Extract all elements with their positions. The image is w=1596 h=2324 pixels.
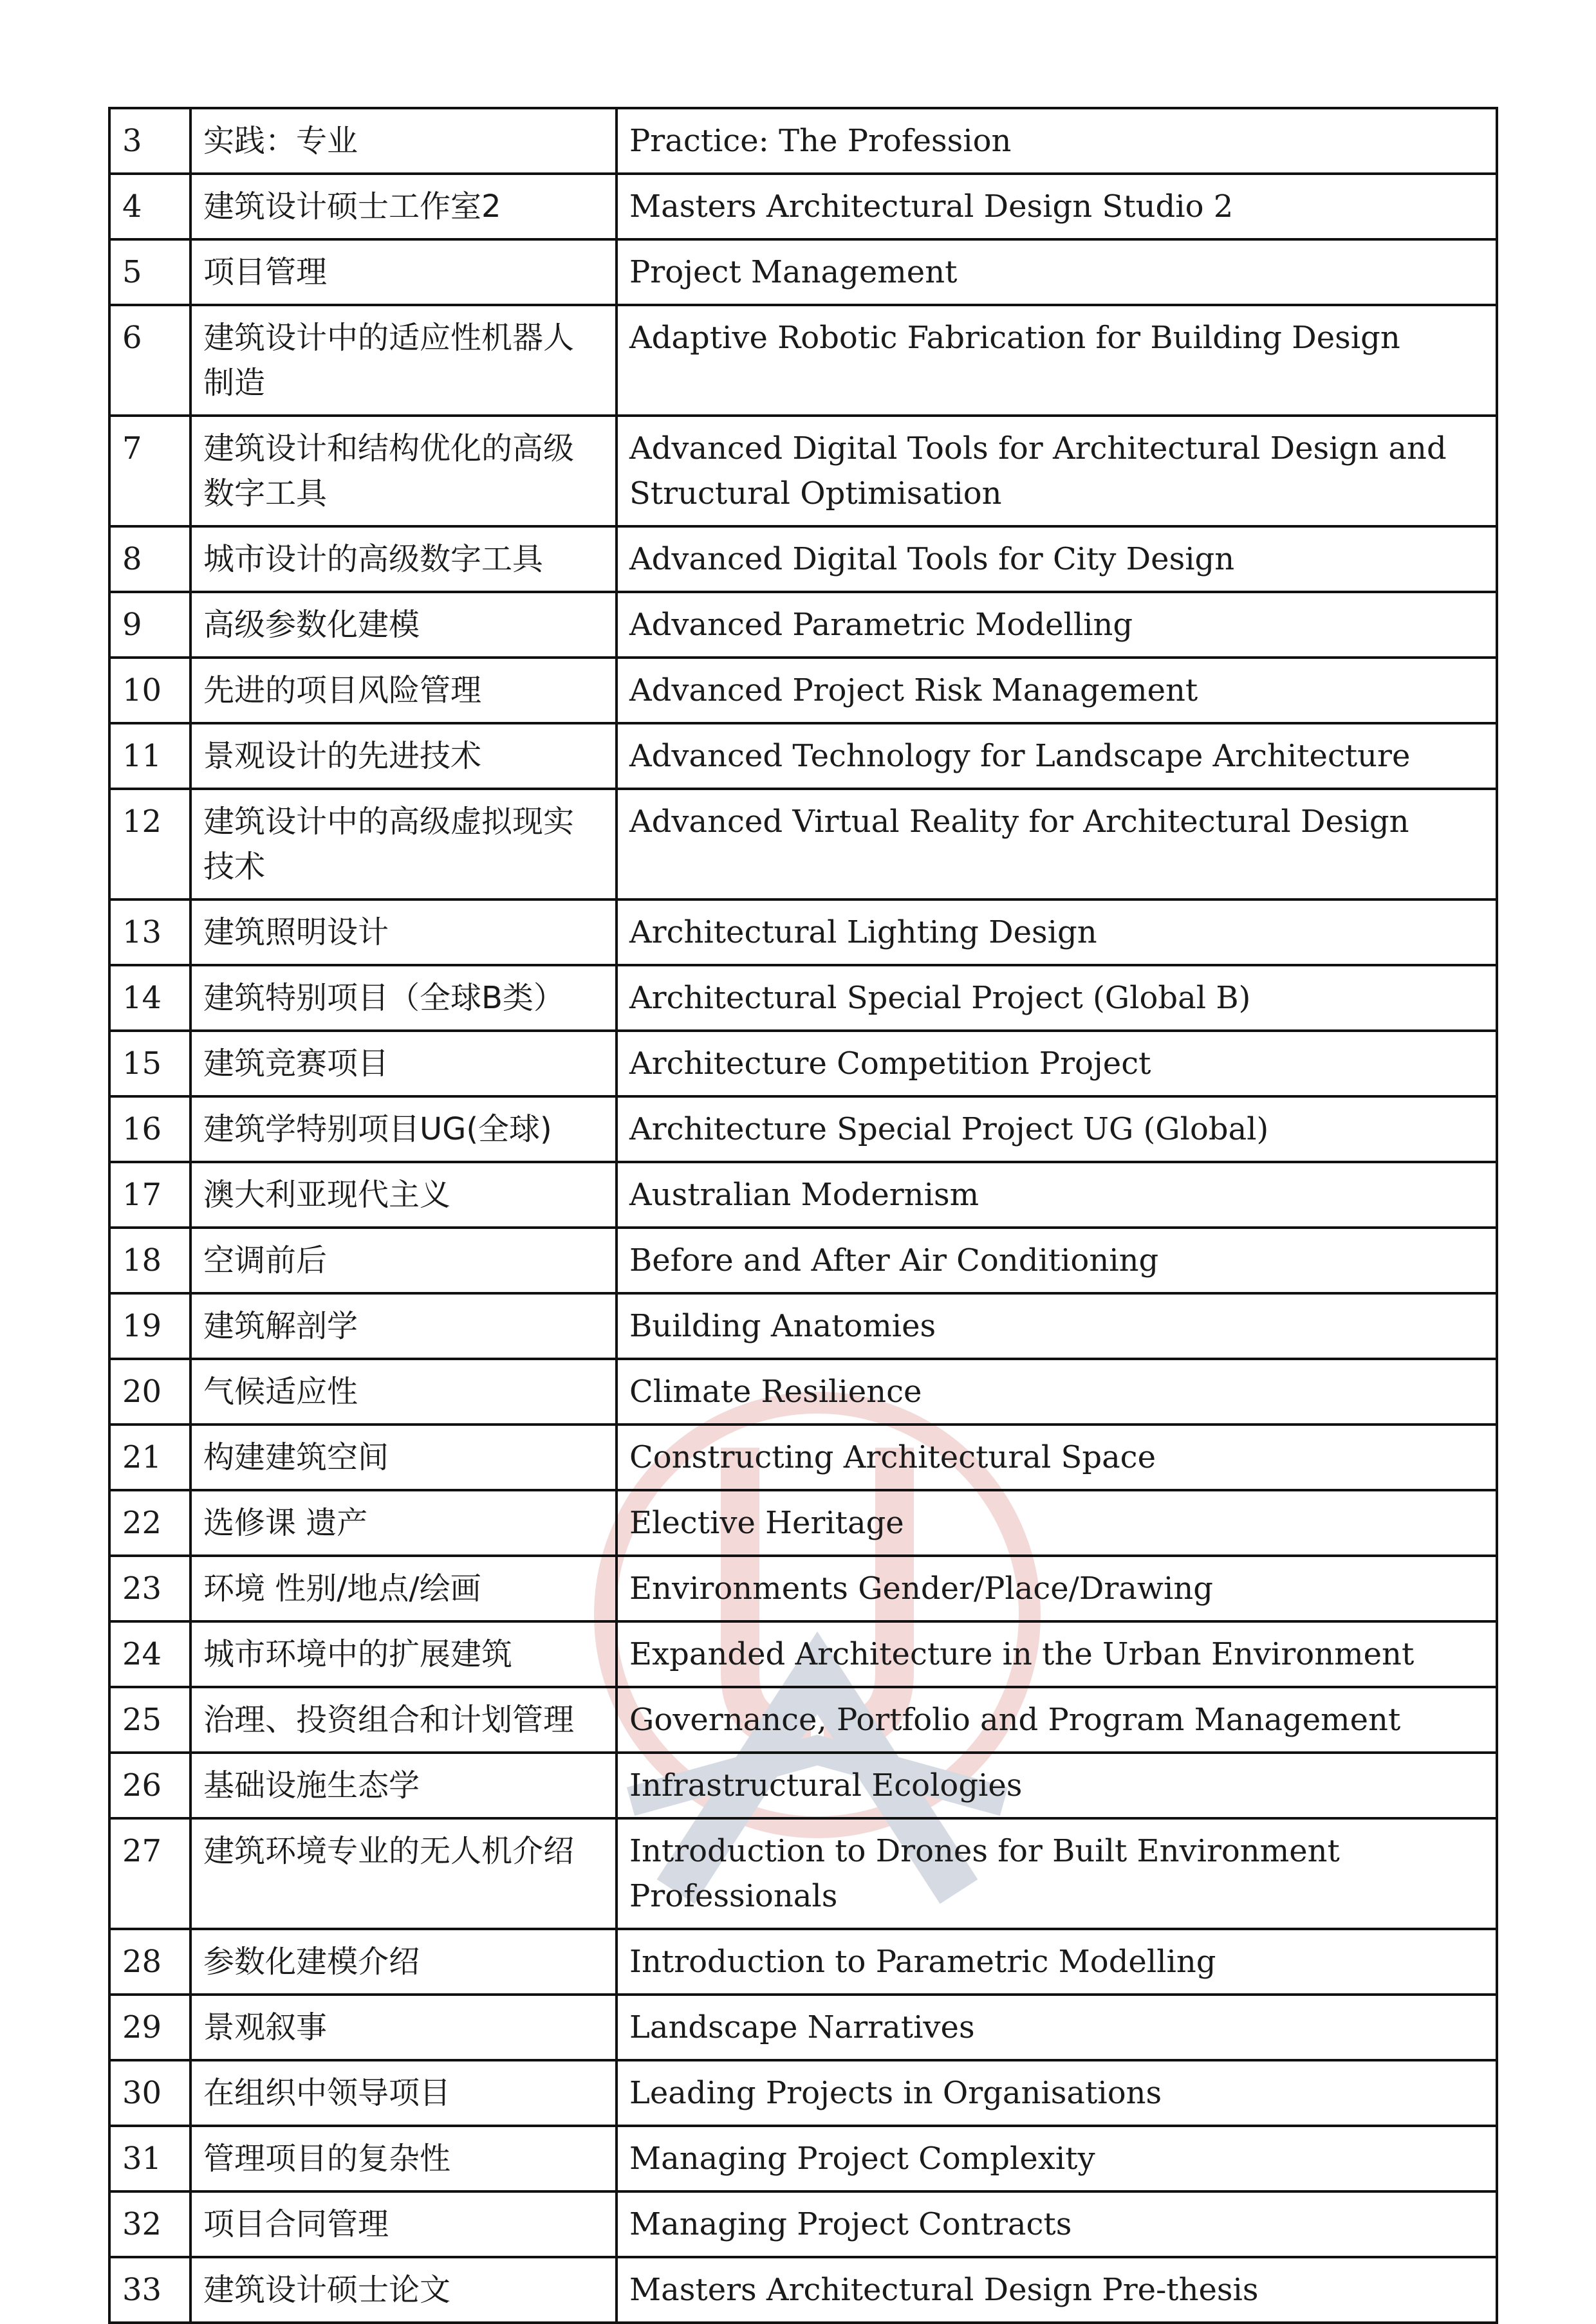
- course-name-chinese: 构建建筑空间: [190, 1425, 617, 1490]
- table-row: [109, 1929, 1497, 1995]
- course-name-english: Architecture Competition Project: [617, 1031, 1497, 1096]
- course-name-english: Architectural Lighting Design: [617, 899, 1497, 965]
- table-row: [109, 2060, 1497, 2126]
- table-row: [109, 1753, 1497, 1818]
- row-number: 24: [109, 1621, 190, 1687]
- course-name-chinese: 建筑设计中的适应性机器人制造: [190, 305, 617, 416]
- course-name-english: Building Anatomies: [617, 1293, 1497, 1359]
- table-row: [109, 1162, 1497, 1228]
- course-name-chinese: 澳大利亚现代主义: [190, 1162, 617, 1228]
- course-name-chinese: 城市环境中的扩展建筑: [190, 1621, 617, 1687]
- row-number: 6: [109, 305, 190, 416]
- course-name-chinese: 实践：专业: [190, 108, 617, 174]
- table-row: [109, 1818, 1497, 1929]
- table-row: [109, 965, 1497, 1031]
- table-row: [109, 1687, 1497, 1753]
- table-row: [109, 899, 1497, 965]
- table-row: [109, 1490, 1497, 1556]
- table-row: [109, 1425, 1497, 1490]
- table-row: [109, 2191, 1497, 2257]
- table-row: [109, 239, 1497, 305]
- table-row: [109, 1556, 1497, 1621]
- course-name-english: Project Management: [617, 239, 1497, 305]
- course-name-chinese: 建筑环境专业的无人机介绍: [190, 1818, 617, 1929]
- course-name-chinese: 治理、投资组合和计划管理: [190, 1687, 617, 1753]
- course-name-english: Leading Projects in Organisations: [617, 2060, 1497, 2126]
- row-number: 5: [109, 239, 190, 305]
- course-name-english: Advanced Virtual Reality for Architectural Design: [617, 789, 1497, 899]
- table-row: [109, 2126, 1497, 2191]
- course-name-english: Managing Project Contracts: [617, 2191, 1497, 2257]
- course-table-body: [109, 108, 1497, 2323]
- row-number: 25: [109, 1687, 190, 1753]
- row-number: 23: [109, 1556, 190, 1621]
- course-name-chinese: 建筑学特别项目UG(全球): [190, 1096, 617, 1162]
- table-row: [109, 108, 1497, 174]
- course-name-english: Climate Resilience: [617, 1359, 1497, 1425]
- row-number: 18: [109, 1228, 190, 1293]
- course-name-chinese: 项目管理: [190, 239, 617, 305]
- row-number: 20: [109, 1359, 190, 1425]
- row-number: 33: [109, 2257, 190, 2323]
- row-number: 8: [109, 526, 190, 592]
- course-name-english: Introduction to Drones for Built Environment Professionals: [617, 1818, 1497, 1929]
- course-name-english: Advanced Digital Tools for City Design: [617, 526, 1497, 592]
- course-name-chinese: 气候适应性: [190, 1359, 617, 1425]
- row-number: 12: [109, 789, 190, 899]
- row-number: 31: [109, 2126, 190, 2191]
- course-name-english: Expanded Architecture in the Urban Environment: [617, 1621, 1497, 1687]
- course-name-english: Architectural Special Project (Global B): [617, 965, 1497, 1031]
- row-number: 17: [109, 1162, 190, 1228]
- course-name-chinese: 管理项目的复杂性: [190, 2126, 617, 2191]
- course-name-chinese: 建筑设计硕士论文: [190, 2257, 617, 2323]
- course-name-chinese: 建筑设计和结构优化的高级数字工具: [190, 416, 617, 526]
- course-name-english: Practice: The Profession: [617, 108, 1497, 174]
- course-table: [108, 107, 1498, 2324]
- course-name-chinese: 景观设计的先进技术: [190, 723, 617, 789]
- table-row: [109, 1995, 1497, 2060]
- table-row: [109, 1359, 1497, 1425]
- row-number: 29: [109, 1995, 190, 2060]
- course-name-chinese: 建筑特别项目（全球B类）: [190, 965, 617, 1031]
- table-row: [109, 1031, 1497, 1096]
- course-name-chinese: 在组织中领导项目: [190, 2060, 617, 2126]
- row-number: 28: [109, 1929, 190, 1995]
- table-row: [109, 658, 1497, 723]
- table-row: [109, 174, 1497, 239]
- course-name-english: Advanced Project Risk Management: [617, 658, 1497, 723]
- row-number: 3: [109, 108, 190, 174]
- row-number: 22: [109, 1490, 190, 1556]
- course-name-chinese: 空调前后: [190, 1228, 617, 1293]
- row-number: 10: [109, 658, 190, 723]
- row-number: 27: [109, 1818, 190, 1929]
- course-name-english: Elective Heritage: [617, 1490, 1497, 1556]
- course-name-english: Infrastructural Ecologies: [617, 1753, 1497, 1818]
- course-name-english: Before and After Air Conditioning: [617, 1228, 1497, 1293]
- table-row: [109, 305, 1497, 416]
- row-number: 30: [109, 2060, 190, 2126]
- row-number: 4: [109, 174, 190, 239]
- course-name-chinese: 先进的项目风险管理: [190, 658, 617, 723]
- course-name-english: Masters Architectural Design Studio 2: [617, 174, 1497, 239]
- course-name-chinese: 建筑设计中的高级虚拟现实技术: [190, 789, 617, 899]
- row-number: 16: [109, 1096, 190, 1162]
- table-row: [109, 789, 1497, 899]
- course-name-english: Managing Project Complexity: [617, 2126, 1497, 2191]
- course-name-english: Masters Architectural Design Pre-thesis: [617, 2257, 1497, 2323]
- table-row: [109, 416, 1497, 526]
- course-name-chinese: 基础设施生态学: [190, 1753, 617, 1818]
- course-name-english: Advanced Technology for Landscape Architecture: [617, 723, 1497, 789]
- course-name-english: Introduction to Parametric Modelling: [617, 1929, 1497, 1995]
- course-name-chinese: 项目合同管理: [190, 2191, 617, 2257]
- course-name-english: Environments Gender/Place/Drawing: [617, 1556, 1497, 1621]
- course-name-chinese: 参数化建模介绍: [190, 1929, 617, 1995]
- course-name-english: Landscape Narratives: [617, 1995, 1497, 2060]
- row-number: 11: [109, 723, 190, 789]
- course-name-english: Adaptive Robotic Fabrication for Building Design: [617, 305, 1497, 416]
- course-name-chinese: 环境 性别/地点/绘画: [190, 1556, 617, 1621]
- course-name-chinese: 城市设计的高级数字工具: [190, 526, 617, 592]
- row-number: 21: [109, 1425, 190, 1490]
- row-number: 15: [109, 1031, 190, 1096]
- row-number: 14: [109, 965, 190, 1031]
- table-row: [109, 1293, 1497, 1359]
- table-row: [109, 592, 1497, 658]
- course-name-english: Constructing Architectural Space: [617, 1425, 1497, 1490]
- course-name-chinese: 选修课 遗产: [190, 1490, 617, 1556]
- course-name-chinese: 建筑解剖学: [190, 1293, 617, 1359]
- course-name-english: Australian Modernism: [617, 1162, 1497, 1228]
- course-name-chinese: 建筑设计硕士工作室2: [190, 174, 617, 239]
- row-number: 19: [109, 1293, 190, 1359]
- row-number: 26: [109, 1753, 190, 1818]
- course-name-english: Architecture Special Project UG (Global): [617, 1096, 1497, 1162]
- row-number: 32: [109, 2191, 190, 2257]
- course-name-english: Advanced Parametric Modelling: [617, 592, 1497, 658]
- course-name-chinese: 高级参数化建模: [190, 592, 617, 658]
- table-row: [109, 526, 1497, 592]
- row-number: 9: [109, 592, 190, 658]
- row-number: 13: [109, 899, 190, 965]
- course-name-english: Advanced Digital Tools for Architectural Design and Structural Optimisation: [617, 416, 1497, 526]
- course-name-english: Governance, Portfolio and Program Management: [617, 1687, 1497, 1753]
- table-row: [109, 1228, 1497, 1293]
- row-number: 7: [109, 416, 190, 526]
- table-row: [109, 1621, 1497, 1687]
- table-row: [109, 723, 1497, 789]
- course-name-chinese: 建筑照明设计: [190, 899, 617, 965]
- table-row: [109, 1096, 1497, 1162]
- course-name-chinese: 建筑竞赛项目: [190, 1031, 617, 1096]
- table-row: [109, 2257, 1497, 2323]
- course-name-chinese: 景观叙事: [190, 1995, 617, 2060]
